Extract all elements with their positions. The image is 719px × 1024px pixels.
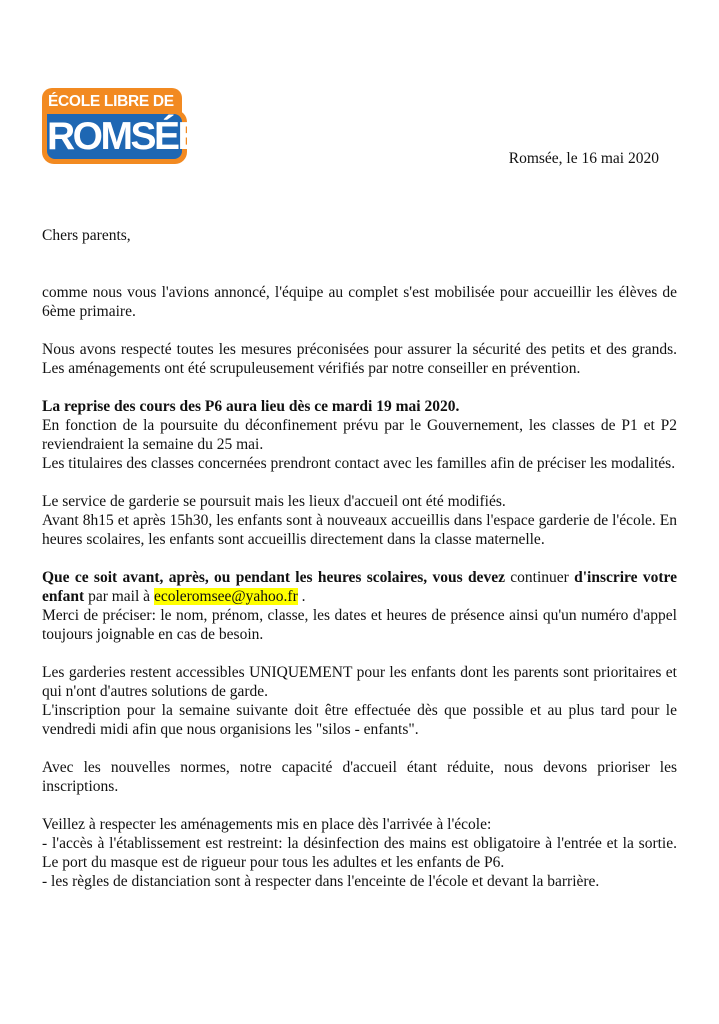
resumption-announcement: La reprise des cours des P6 aura lieu dès ce mardi 19 mai 2020. — [42, 398, 460, 415]
rule-item: - les règles de distanciation sont à respecter dans l'enceinte de l'école et devant la barrière. — [42, 873, 600, 890]
school-logo — [42, 88, 202, 166]
paragraph-safety: Nous avons respecté toutes les mesures préconisées pour assurer la sécurité des petits et des grands. Les aménagements ont été scrupuleusement vérifiés par notre conseiller en prévention. — [42, 341, 677, 377]
paragraph-resumption-schedule: En fonction de la poursuite du déconfinement prévu par le Gouvernement, les classes de P1 et P2 reviendraient la semaine du 25 mai. — [42, 417, 677, 453]
logo-tagline: ÉCOLE LIBRE DE — [42, 88, 182, 114]
letter-date: Romsée, le 16 mai 2020 — [508, 150, 659, 167]
paragraph-priority: Les garderies restent accessibles UNIQUEMENT pour les enfants dont les parents sont prioritaires et qui n'ont d'autres solutions de garde. — [42, 664, 677, 700]
logo-frame — [42, 110, 202, 164]
paragraph-daycare-hours: Avant 8h15 et après 15h30, les enfants sont à nouveaux accueillis dans l'espace garderie de l'école. En heures scolaires, les enfants sont accueillis directement dans la classe maternelle. — [42, 512, 677, 548]
logo-name: ROMSÉE — [47, 115, 202, 158]
greeting: Chers parents, — [42, 227, 131, 244]
paragraph-rules-intro: Veillez à respecter les aménagements mis en place dès l'arrivée à l'école: — [42, 816, 492, 833]
registration-bold-1: Que ce soit avant, après, ou pendant les heures scolaires, vous devez — [42, 569, 505, 586]
registration-text-1: continuer — [504, 569, 575, 586]
paragraph-registration-details: Merci de préciser: le nom, prénom, classe, les dates et heures de présence ainsi qu'un numéro d'appel toujours joignable en cas de besoin. — [42, 607, 677, 643]
registration-bold-2: d'inscrire votre enfant — [42, 569, 677, 605]
paragraph-intro: comme nous vous l'avions annoncé, l'équipe au complet s'est mobilisée pour accueillir les élèves de 6ème primaire. — [42, 284, 677, 320]
paragraph-deadline: L'inscription pour la semaine suivante doit être effectuée dès que possible et au plus tard pour le vendredi midi afin que nous organisions les "silos - enfants". — [42, 702, 677, 738]
rule-item: - l'accès à l'établissement est restreint: la désinfection des mains est obligatoire à l'entrée et la sortie. Le port du masque est de rigueur pour tous les adultes et les enfants de P6. — [42, 835, 677, 871]
registration-text-3: . — [297, 588, 306, 605]
paragraph-capacity: Avec les nouvelles normes, notre capacité d'accueil étant réduite, nous devons prioriser les inscriptions. — [42, 759, 677, 795]
paragraph-resumption-contact: Les titulaires des classes concernées prendront contact avec les familles afin de préciser les modalités. — [42, 455, 676, 472]
registration-text-2: par mail à — [84, 588, 154, 605]
paragraph-registration — [42, 568, 677, 606]
paragraph-daycare-intro: Le service de garderie se poursuit mais les lieux d'accueil ont été modifiés. — [42, 493, 506, 510]
paragraph-resumption-title — [42, 397, 677, 416]
email-link[interactable]: ecoleromsee@yahoo.fr — [153, 588, 298, 605]
letter-body — [42, 226, 677, 891]
